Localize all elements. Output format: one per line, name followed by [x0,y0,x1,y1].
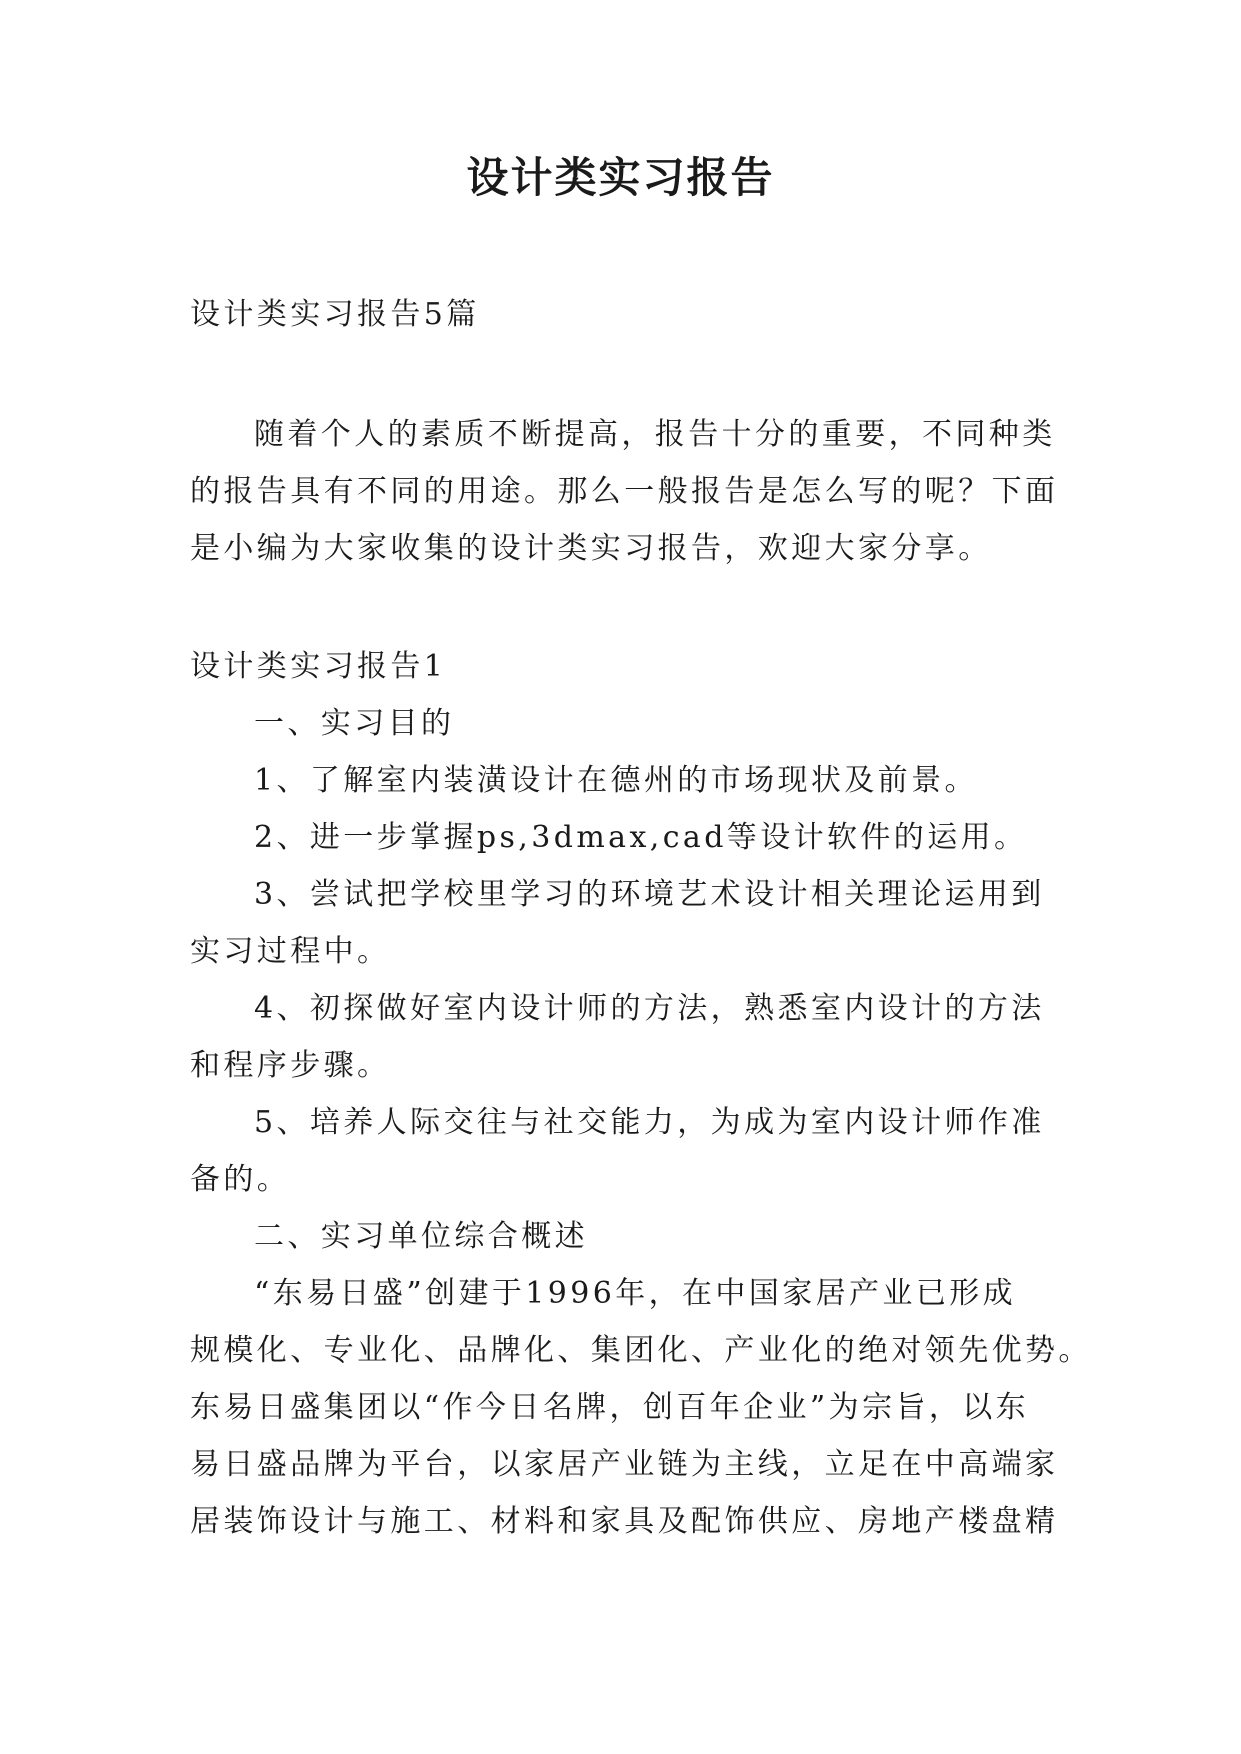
objective-item: 1、了解室内装潢设计在德州的市场现状及前景。 [254,763,978,798]
overview-line: 易日盛品牌为平台，以家居产业链为主线，立足在中高端家 [190,1447,1059,1482]
heading-objectives: 一、实习目的 [254,706,455,741]
objective-item: 5、培养人际交往与社交能力，为成为室内设计师作准 [254,1105,1045,1140]
intro-line: 随着个人的素质不断提高，报告十分的重要，不同种类 [254,417,1056,452]
document-title: 设计类实习报告 [466,153,775,202]
intro-line: 是小编为大家收集的设计类实习报告，欢迎大家分享。 [190,531,992,566]
document-subtitle: 设计类实习报告5篇 [190,297,480,332]
report-section [190,638,1092,1550]
overview-line: 规模化、专业化、品牌化、集团化、产业化的绝对领先优势。 [190,1333,1092,1368]
objective-item: 3、尝试把学校里学习的环境艺术设计相关理论运用到 [254,877,1045,912]
overview-line: 居装饰设计与施工、材料和家具及配饰供应、房地产楼盘精 [190,1504,1059,1539]
heading-company-overview: 二、实习单位综合概述 [254,1219,588,1254]
objective-item-continued: 备的。 [190,1162,291,1197]
overview-line: “东易日盛”创建于1996年，在中国家居产业已形成 [254,1276,1017,1311]
section-heading: 设计类实习报告1 [190,649,447,684]
objective-item: 4、初探做好室内设计师的方法，熟悉室内设计的方法 [254,991,1045,1026]
document-subtitle-block [190,286,1052,343]
intro-line: 的报告具有不同的用途。那么一般报告是怎么写的呢？下面 [190,474,1059,509]
intro-paragraph [190,406,1059,577]
objective-item-continued: 和程序步骤。 [190,1048,391,1083]
overview-line: 东易日盛集团以“作今日名牌，创百年企业”为宗旨，以东 [190,1390,1030,1425]
objective-item: 2、进一步掌握ps,3dmax,cad等设计软件的运用。 [254,820,1028,855]
objective-item-continued: 实习过程中。 [190,934,391,969]
